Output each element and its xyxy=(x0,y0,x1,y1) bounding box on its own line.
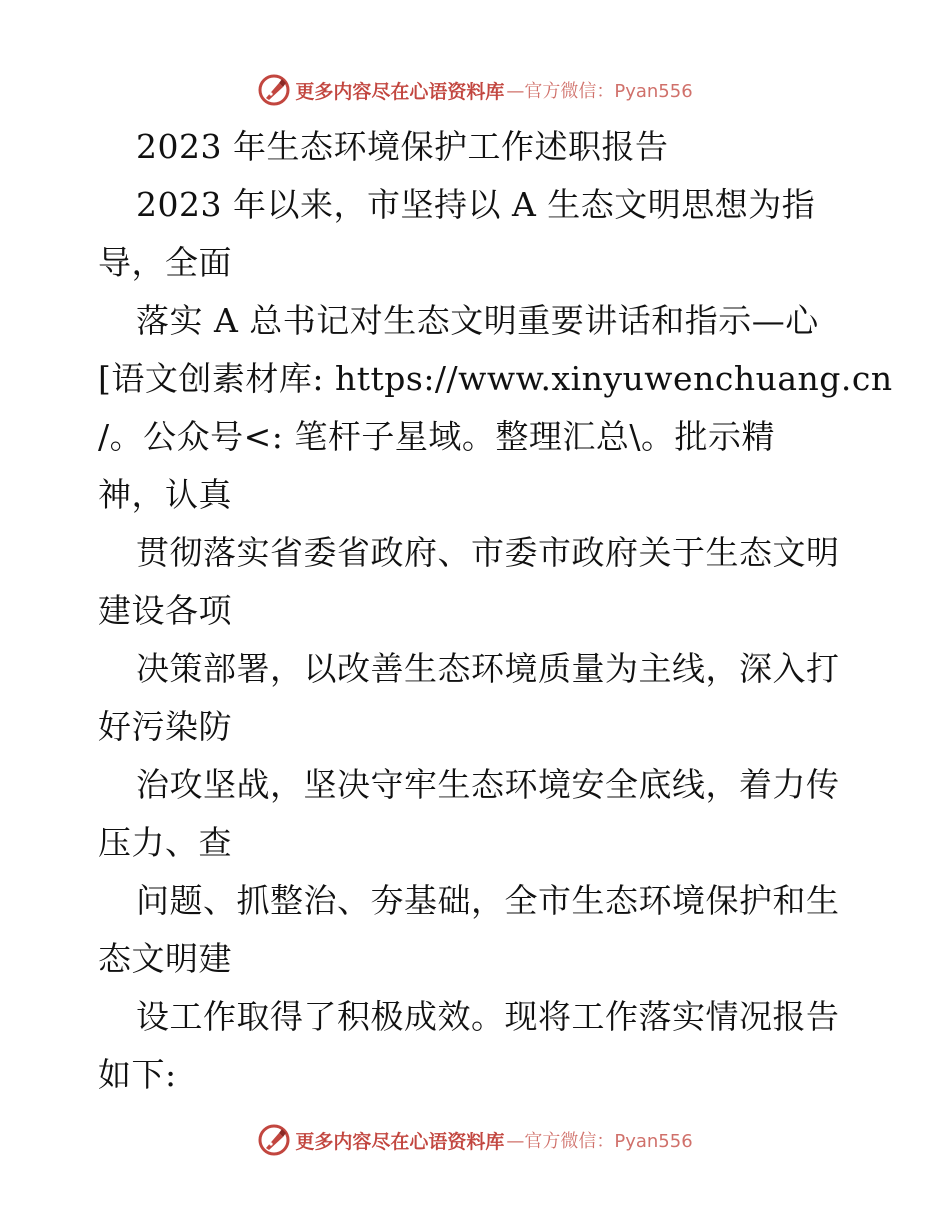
paragraph-line: 2023 年以来，市坚持以 A 生态文明思想为指 xyxy=(136,185,816,224)
paragraph-line: 态文明建 xyxy=(98,939,232,978)
paragraph-line: 导，全面 xyxy=(98,243,232,282)
banner-title: 更多内容尽在心语资料库 xyxy=(295,1130,505,1153)
paragraph-line: 压力、查 xyxy=(98,823,232,862)
paragraph-line: 决策部署，以改善生态环境质量为主线，深入打 xyxy=(136,649,840,688)
document-title: 2023 年生态环境保护工作述职报告 xyxy=(136,127,669,166)
banner-title: 更多内容尽在心语资料库 xyxy=(295,80,505,103)
header-banner xyxy=(0,70,950,110)
banner-wechat: —官方微信：Pyan556 xyxy=(506,1131,693,1152)
banner-wechat: —官方微信：Pyan556 xyxy=(506,81,693,102)
paragraph-line: 如下: xyxy=(98,1055,177,1094)
paragraph-line: 治攻坚战，坚决守牢生态环境安全底线，着力传 xyxy=(136,765,840,804)
document-body xyxy=(98,118,893,1104)
paragraph-line: 落实 A 总书记对生态文明重要讲话和指示—心 xyxy=(136,301,819,340)
paragraph-line: 设工作取得了积极成效。现将工作落实情况报告 xyxy=(136,997,840,1036)
paragraph-line: 神，认真 xyxy=(98,475,232,514)
paragraph-line: /。公众号<: 笔杆子星域。整理汇总\。批示精 xyxy=(98,417,775,456)
paragraph-line: 建设各项 xyxy=(98,591,232,630)
paragraph-line: 好污染防 xyxy=(98,707,232,746)
footer-banner xyxy=(0,1120,950,1160)
paragraph-line: 贯彻落实省委省政府、市委市政府关于生态文明 xyxy=(136,533,840,572)
paragraph-line: 问题、抓整治、夯基础，全市生态环境保护和生 xyxy=(136,881,840,920)
paragraph-line: [语文创素材库: https://www.xinyuwenchuang.cn xyxy=(98,359,893,398)
pen-nib-logo-icon xyxy=(257,1123,291,1157)
pen-nib-logo-icon xyxy=(257,73,291,107)
